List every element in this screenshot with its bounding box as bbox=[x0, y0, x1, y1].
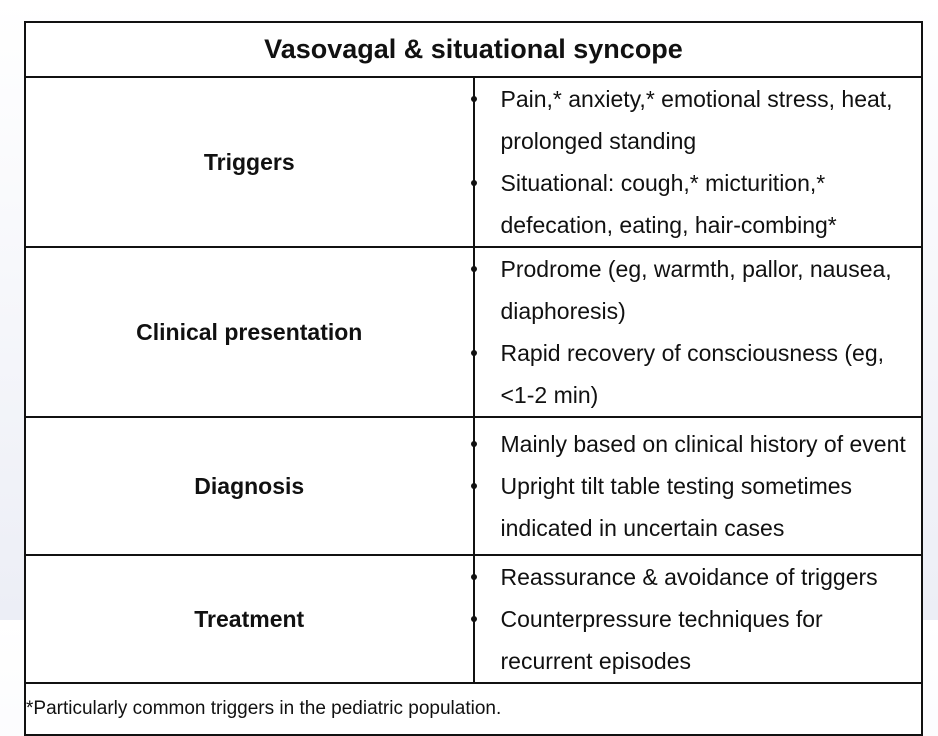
row-content-diagnosis bbox=[474, 417, 923, 555]
row-label-treatment: Treatment bbox=[25, 555, 474, 683]
list-item: Upright tilt table testing sometimes indicated in uncertain cases bbox=[501, 465, 918, 549]
list-item: Mainly based on clinical history of event bbox=[501, 423, 918, 465]
table-row-diagnosis bbox=[25, 417, 922, 555]
bullet-list bbox=[475, 78, 922, 246]
row-label-clinical-presentation: Clinical presentation bbox=[25, 247, 474, 417]
table-title: Vasovagal & situational syncope bbox=[25, 22, 922, 77]
list-item: Reassurance & avoidance of triggers bbox=[501, 556, 918, 598]
row-content-clinical-presentation bbox=[474, 247, 923, 417]
table-footnote: *Particularly common triggers in the pediatric population. bbox=[25, 683, 922, 735]
syncope-table bbox=[24, 21, 923, 736]
list-item: Prodrome (eg, warmth, pallor, nausea, diaphoresis) bbox=[501, 248, 918, 332]
bullet-list bbox=[475, 556, 922, 682]
bullet-list bbox=[475, 423, 922, 549]
row-content-triggers bbox=[474, 77, 923, 247]
list-item: Pain,* anxiety,* emotional stress, heat, prolonged standing bbox=[501, 78, 918, 162]
row-label-diagnosis: Diagnosis bbox=[25, 417, 474, 555]
bullet-list bbox=[475, 248, 922, 416]
syncope-table-container bbox=[24, 21, 923, 736]
table-row-clinical-presentation bbox=[25, 247, 922, 417]
row-label-triggers: Triggers bbox=[25, 77, 474, 247]
list-item: Rapid recovery of consciousness (eg, <1-2 min) bbox=[501, 332, 918, 416]
table-row-treatment bbox=[25, 555, 922, 683]
list-item: Situational: cough,* micturition,* defecation, eating, hair-combing* bbox=[501, 162, 918, 246]
table-row-triggers bbox=[25, 77, 922, 247]
row-content-treatment bbox=[474, 555, 923, 683]
list-item: Counterpressure techniques for recurrent episodes bbox=[501, 598, 918, 682]
